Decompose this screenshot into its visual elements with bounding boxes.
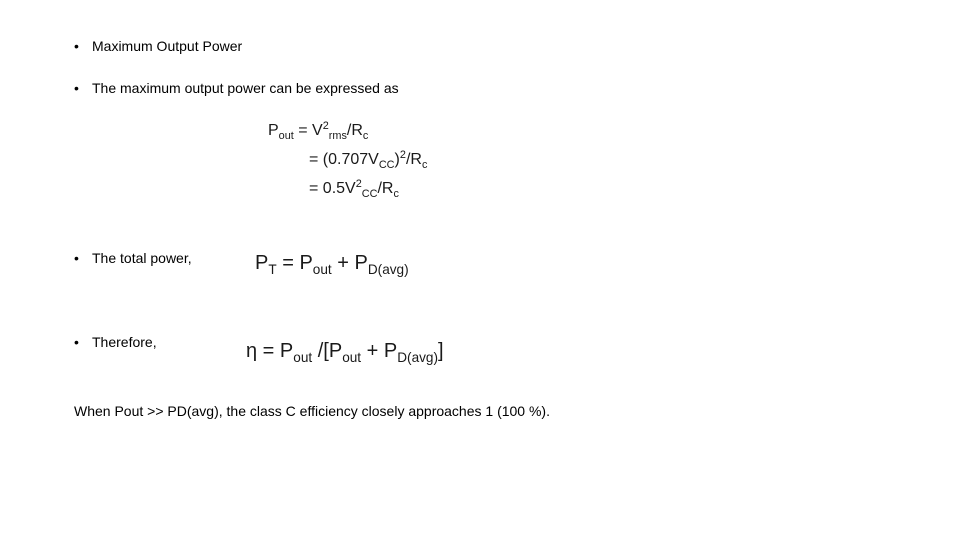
bullet-total-power	[74, 249, 192, 267]
bullet-max-output-power	[74, 37, 242, 55]
bullet-text: Therefore,	[92, 334, 157, 350]
bullet-marker: •	[74, 80, 79, 96]
pout-equation-line-2: = $(0.707V_{CC})^2/R_c$	[309, 149, 428, 171]
bullet-expression-intro	[74, 79, 399, 97]
pout-equation-line-1: $P_{out} = V^2_{rms}/R_c$	[268, 120, 369, 142]
bullet-text: The total power,	[92, 250, 192, 266]
bullet-marker: •	[74, 334, 79, 350]
bullet-therefore	[74, 333, 157, 351]
bullet-text: Maximum Output Power	[92, 38, 243, 54]
pout-equation-line-3: = $0.5V^2_{CC}/R_c$	[309, 178, 399, 200]
total-power-equation: $P_T = P_{out} + P_{D(avg)}$	[255, 252, 409, 277]
bullet-marker: •	[74, 250, 79, 266]
efficiency-equation: $\eta = P_{out}$ $/[P_{out} + P_{D(avg)}]$	[246, 340, 444, 365]
bullet-text: The maximum output power can be expressed as	[92, 80, 399, 96]
conclusion-text: When Pout >> PD(avg), the class C efficiency closely approaches 1 (100 %).	[74, 403, 550, 419]
bullet-marker: •	[74, 38, 79, 54]
